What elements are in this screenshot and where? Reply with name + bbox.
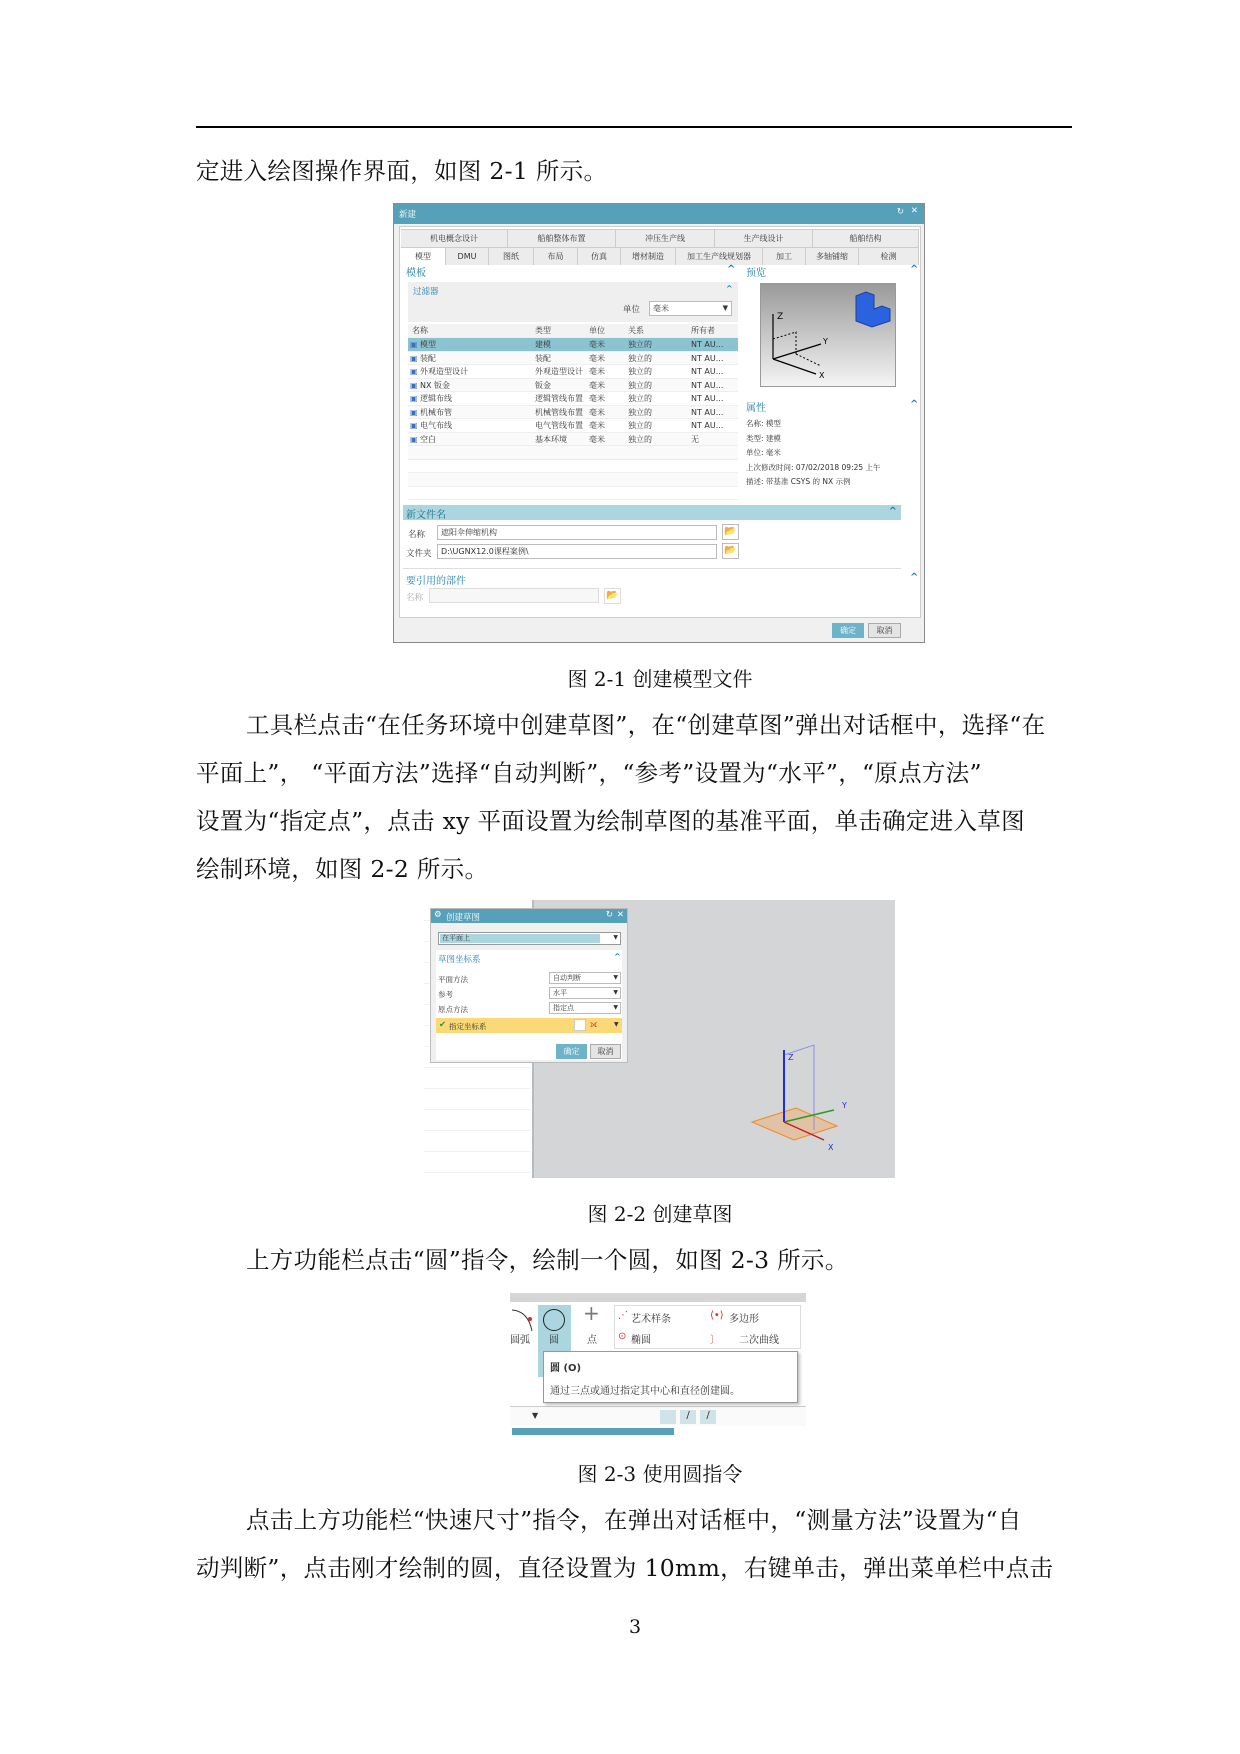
collapse-icon[interactable]: ^ — [910, 264, 919, 275]
field-label: 参考 — [438, 990, 453, 999]
column-header[interactable]: 类型 — [535, 326, 551, 335]
arc-button[interactable]: 圆弧 — [510, 1335, 530, 1346]
paragraph-line: 设置为“指定点”，点击 xy 平面设置为绘制草图的基准平面，单击确定进入草图 — [196, 807, 1025, 835]
property-line: 描述: 带基准 CSYS 的 NX 示例 — [746, 477, 851, 486]
folder-open-icon[interactable]: 📂 — [722, 543, 739, 559]
reset-icon[interactable]: ↻ — [605, 910, 613, 920]
studio-spline-button[interactable]: 艺术样条 — [631, 1314, 671, 1325]
specify-csys-label: 指定坐标系 — [449, 1022, 487, 1031]
figure-caption: 图 2-2 创建草图 — [587, 1202, 733, 1226]
collapse-icon[interactable]: ^ — [727, 264, 736, 275]
field-label: 平面方法 — [438, 975, 468, 984]
spline-icon: ⋰ — [618, 1310, 628, 1321]
name-input[interactable]: 遮阳伞伸缩机构 — [437, 525, 717, 540]
table-cell: NT AU... — [691, 367, 724, 376]
table-cell: 独立的 — [628, 421, 652, 430]
name-label: 名称 — [408, 530, 426, 540]
sketch-type-dropdown[interactable] — [438, 932, 621, 945]
close-icon[interactable]: ✕ — [910, 206, 918, 216]
table-cell: 毫米 — [589, 421, 605, 430]
polygon-icon: ⟨•⟩ — [710, 1310, 724, 1321]
line-snap-icon[interactable]: / — [680, 1410, 696, 1424]
table-row[interactable] — [408, 406, 738, 420]
table-cell: NT AU... — [691, 407, 724, 417]
empty-row — [408, 446, 738, 460]
toolbar — [510, 1406, 806, 1426]
model-preview-icon — [761, 284, 895, 386]
chevron-down-icon: ▼ — [613, 1004, 618, 1011]
point-icon: + — [583, 1301, 600, 1325]
table-cell: 逻辑布线 — [420, 394, 452, 403]
table-row[interactable] — [408, 433, 738, 447]
conic-icon: 〕 — [710, 1335, 720, 1346]
table-cell: NT AU... — [691, 340, 724, 349]
table-cell: NT AU... — [691, 421, 724, 430]
ribbon-top-bar — [510, 1293, 806, 1302]
tab-1[interactable]: DMU — [446, 247, 489, 265]
paragraph-line: 平面上”， “平面方法”选择“自动判断”，“参考”设置为“水平”，“原点方法” — [196, 759, 982, 787]
table-row[interactable] — [408, 352, 738, 366]
axis-label: Z — [788, 1053, 794, 1062]
circle-icon — [543, 1309, 565, 1331]
collapse-icon[interactable]: ^ — [888, 506, 897, 517]
conic-button[interactable]: 二次曲线 — [739, 1335, 779, 1346]
collapse-icon[interactable]: ^ — [910, 399, 919, 410]
table-cell: 无 — [691, 434, 699, 444]
paragraph-line: 点击上方功能栏“快速尺寸”指令，在弹出对话框中，“测量方法”设置为“自 — [246, 1506, 1022, 1534]
unit-dropdown[interactable] — [649, 301, 732, 316]
tab-3[interactable]: 布局 — [534, 247, 578, 265]
table-cell: 独立的 — [628, 353, 652, 363]
template-icon: ▣ — [410, 380, 418, 390]
dialog-title-bar — [394, 204, 924, 224]
new-filename-label: 新文件名 — [406, 510, 446, 521]
ellipse-button[interactable]: 椭圆 — [631, 1335, 651, 1346]
tab-9[interactable]: 检测 — [859, 247, 919, 265]
tab-6[interactable]: 加工生产线规划器 — [676, 247, 763, 265]
csys-inferred-icon[interactable]: ⟗ — [590, 1020, 598, 1030]
table-cell: NT AU... — [691, 380, 724, 390]
tab-category[interactable]: 生产线设计 — [715, 229, 813, 247]
preview-image — [760, 283, 896, 387]
circle-tooltip — [543, 1351, 798, 1403]
table-cell: 毫米 — [589, 353, 605, 363]
folder-label: 文件夹 — [406, 549, 432, 559]
template-icon: ▣ — [410, 434, 418, 444]
tab-category[interactable]: 冲压生产线 — [616, 229, 715, 247]
ref-name-label: 名称 — [406, 593, 424, 603]
chevron-down-icon[interactable]: ▼ — [532, 1411, 539, 1420]
filter-label: 过滤器 — [413, 287, 439, 297]
ok-button[interactable]: 确定 — [556, 1044, 587, 1059]
figure-caption: 图 2-3 使用圆指令 — [577, 1462, 743, 1486]
template-icon: ▣ — [410, 367, 418, 376]
tooltip-title: 圆 (O) — [550, 1363, 582, 1374]
point-button[interactable]: 点 — [587, 1335, 597, 1346]
table-cell: 电气管线布置 — [535, 421, 583, 430]
template-icon: ▣ — [410, 407, 418, 417]
table-cell: 毫米 — [589, 340, 605, 349]
table-row[interactable] — [408, 338, 738, 352]
template-icon: ▣ — [410, 353, 418, 363]
table-cell: 独立的 — [628, 340, 652, 349]
table-cell: 装配 — [420, 353, 436, 363]
check-icon: ✔ — [439, 1020, 447, 1030]
table-cell: 毫米 — [589, 394, 605, 403]
template-icon: ▣ — [410, 394, 418, 403]
property-line: 名称: 模型 — [746, 419, 781, 428]
collapse-icon[interactable]: ^ — [726, 284, 733, 293]
collapse-icon[interactable]: ^ — [910, 572, 919, 583]
figure-caption: 图 2-1 创建模型文件 — [567, 667, 753, 691]
field-dropdown[interactable] — [549, 1002, 621, 1014]
tab-category[interactable]: 机电概念设计 — [401, 229, 508, 247]
tab-2[interactable]: 图纸 — [489, 247, 534, 265]
chevron-down-icon: ▼ — [613, 974, 618, 981]
table-row[interactable] — [408, 365, 738, 379]
close-icon[interactable]: ✕ — [616, 910, 624, 920]
axis-label: Y — [842, 1101, 847, 1110]
field-dropdown[interactable] — [549, 987, 621, 999]
table-cell: 机械管线布置 — [535, 407, 583, 417]
table-header — [408, 324, 738, 338]
field-value: 水平 — [553, 989, 567, 997]
divider — [403, 568, 901, 569]
table-cell: 外观造型设计 — [535, 367, 583, 376]
table-cell: 钣金 — [535, 380, 551, 390]
table-cell: 毫米 — [589, 434, 605, 444]
table-cell: 逻辑管线布置 — [535, 394, 583, 403]
svg-text:X: X — [819, 371, 825, 380]
create-sketch-figure — [424, 900, 895, 1178]
folder-input[interactable]: D:\UGNX12.0课程案例\ — [437, 544, 717, 559]
tab-category[interactable]: 船舶结构 — [813, 229, 919, 247]
table-cell: 基本环境 — [535, 434, 567, 444]
document-tab[interactable] — [512, 1428, 674, 1435]
filter-box — [408, 282, 738, 322]
page-number: 3 — [628, 1616, 642, 1638]
column-header[interactable]: 所有者 — [691, 326, 715, 335]
axis-label: X — [828, 1143, 834, 1152]
table-cell: 独立的 — [628, 434, 652, 444]
cancel-button[interactable]: 取消 — [868, 623, 901, 638]
dialog-title: 创建草图 — [446, 913, 481, 923]
property-line: 上次修改时间: 07/02/2018 09:25 上午 — [746, 462, 881, 472]
chevron-down-icon: ▼ — [613, 934, 618, 941]
chevron-down-icon: ▼ — [722, 304, 728, 312]
property-line: 类型: 建模 — [746, 433, 781, 443]
svg-text:Y: Y — [823, 337, 828, 346]
line-snap-icon[interactable]: / — [700, 1410, 716, 1424]
tooltip-text: 通过三点或通过指定其中心和直径创建圆。 — [550, 1386, 740, 1397]
circle-label: 圆 — [549, 1335, 559, 1346]
snap-icon[interactable] — [660, 1410, 676, 1424]
template-icon: ▣ — [410, 421, 418, 430]
property-line: 单位: 毫米 — [746, 448, 781, 457]
field-value: 自动判断 — [553, 974, 581, 982]
folder-open-icon: 📂 — [604, 588, 621, 604]
ellipse-icon: ⊙ — [618, 1331, 627, 1342]
paragraph-line: 上方功能栏点击“圆”指令，绘制一个圆，如图 2-3 所示。 — [246, 1246, 849, 1274]
specify-csys-row[interactable] — [436, 1018, 622, 1033]
empty-row — [408, 473, 738, 487]
column-header[interactable]: 单位 — [589, 326, 605, 335]
tab-category[interactable]: 船舶整体布置 — [508, 229, 616, 247]
table-cell: 电气布线 — [420, 421, 452, 430]
column-header[interactable]: 名称 — [412, 326, 428, 335]
tab-8[interactable]: 多轴铺缩 — [806, 247, 859, 265]
table-cell: 机械布管 — [420, 407, 452, 417]
new-filename-bar — [403, 505, 901, 520]
sketch-csys-label: 草图坐标系 — [438, 955, 481, 965]
tab-7[interactable]: 加工 — [763, 247, 806, 265]
preview-section-label: 预览 — [746, 268, 766, 279]
table-cell: 装配 — [535, 353, 551, 363]
table-cell: 外观造型设计 — [420, 367, 468, 376]
table-cell: 毫米 — [589, 407, 605, 417]
ref-name-input — [429, 588, 599, 603]
template-section-label: 模板 — [406, 268, 426, 279]
create-sketch-dialog — [430, 908, 628, 1063]
header-rule — [196, 126, 1072, 128]
table-row[interactable] — [408, 392, 738, 406]
paragraph-line: 绘制环境，如图 2-2 所示。 — [196, 855, 489, 883]
circle-command-figure — [510, 1291, 806, 1435]
collapse-icon[interactable]: ^ — [614, 952, 621, 961]
table-cell: NX 钣金 — [420, 380, 451, 390]
properties-section-label: 属性 — [746, 403, 766, 414]
chevron-down-icon[interactable]: ▼ — [614, 1021, 619, 1028]
table-cell: 独立的 — [628, 394, 652, 403]
polygon-button[interactable]: 多边形 — [729, 1314, 759, 1325]
folder-open-icon[interactable]: 📂 — [722, 524, 739, 540]
table-cell: 建模 — [535, 340, 551, 349]
unit-value: 毫米 — [653, 304, 669, 313]
dialog-title-bar — [431, 909, 627, 923]
reset-icon[interactable]: ↻ — [896, 207, 904, 217]
field-label: 原点方法 — [438, 1005, 468, 1014]
svg-text:Z: Z — [777, 312, 784, 322]
arc-icon — [510, 1305, 536, 1333]
table-row[interactable] — [408, 379, 738, 393]
table-cell: 毫米 — [589, 367, 605, 376]
csys-dialog-icon[interactable] — [574, 1019, 586, 1031]
referenced-part-label: 要引用的部件 — [406, 576, 466, 587]
field-value: 指定点 — [553, 1004, 574, 1012]
curve-gallery — [614, 1305, 801, 1349]
table-cell: 空白 — [420, 434, 436, 444]
dialog-title: 新建 — [399, 210, 417, 220]
table-cell: 毫米 — [589, 380, 605, 390]
table-cell: NT AU... — [691, 353, 724, 363]
new-file-dialog — [393, 203, 925, 643]
table-cell: 模型 — [420, 340, 436, 349]
template-icon: ▣ — [410, 340, 418, 349]
chevron-down-icon: ▼ — [613, 989, 618, 996]
paragraph-line: 工具栏点击“在任务环境中创建草图”，在“创建草图”弹出对话框中，选择“在 — [246, 711, 1046, 739]
sketch-type-value: 在平面上 — [440, 934, 600, 943]
table-cell: 独立的 — [628, 380, 652, 390]
table-cell: NT AU... — [691, 394, 724, 403]
tab-5[interactable]: 增材制造 — [621, 247, 676, 265]
table-cell: 独立的 — [628, 407, 652, 417]
table-row[interactable] — [408, 419, 738, 433]
field-dropdown[interactable] — [549, 972, 621, 984]
unit-label: 单位 — [623, 305, 641, 315]
table-cell: 独立的 — [628, 367, 652, 376]
paragraph-line: 动判断”，点击刚才绘制的圆，直径设置为 10mm，右键单击，弹出菜单栏中点击 — [196, 1554, 1054, 1582]
empty-row — [408, 460, 738, 474]
tab-4[interactable]: 仿真 — [578, 247, 621, 265]
tab-0[interactable]: 模型 — [401, 247, 446, 265]
gear-icon: ⚙ — [434, 910, 442, 920]
ok-button[interactable]: 确定 — [832, 623, 864, 638]
empty-row — [408, 487, 738, 501]
cancel-button[interactable]: 取消 — [590, 1044, 621, 1059]
paragraph-line: 定进入绘图操作界面，如图 2-1 所示。 — [196, 157, 608, 185]
column-header[interactable]: 关系 — [628, 326, 644, 335]
